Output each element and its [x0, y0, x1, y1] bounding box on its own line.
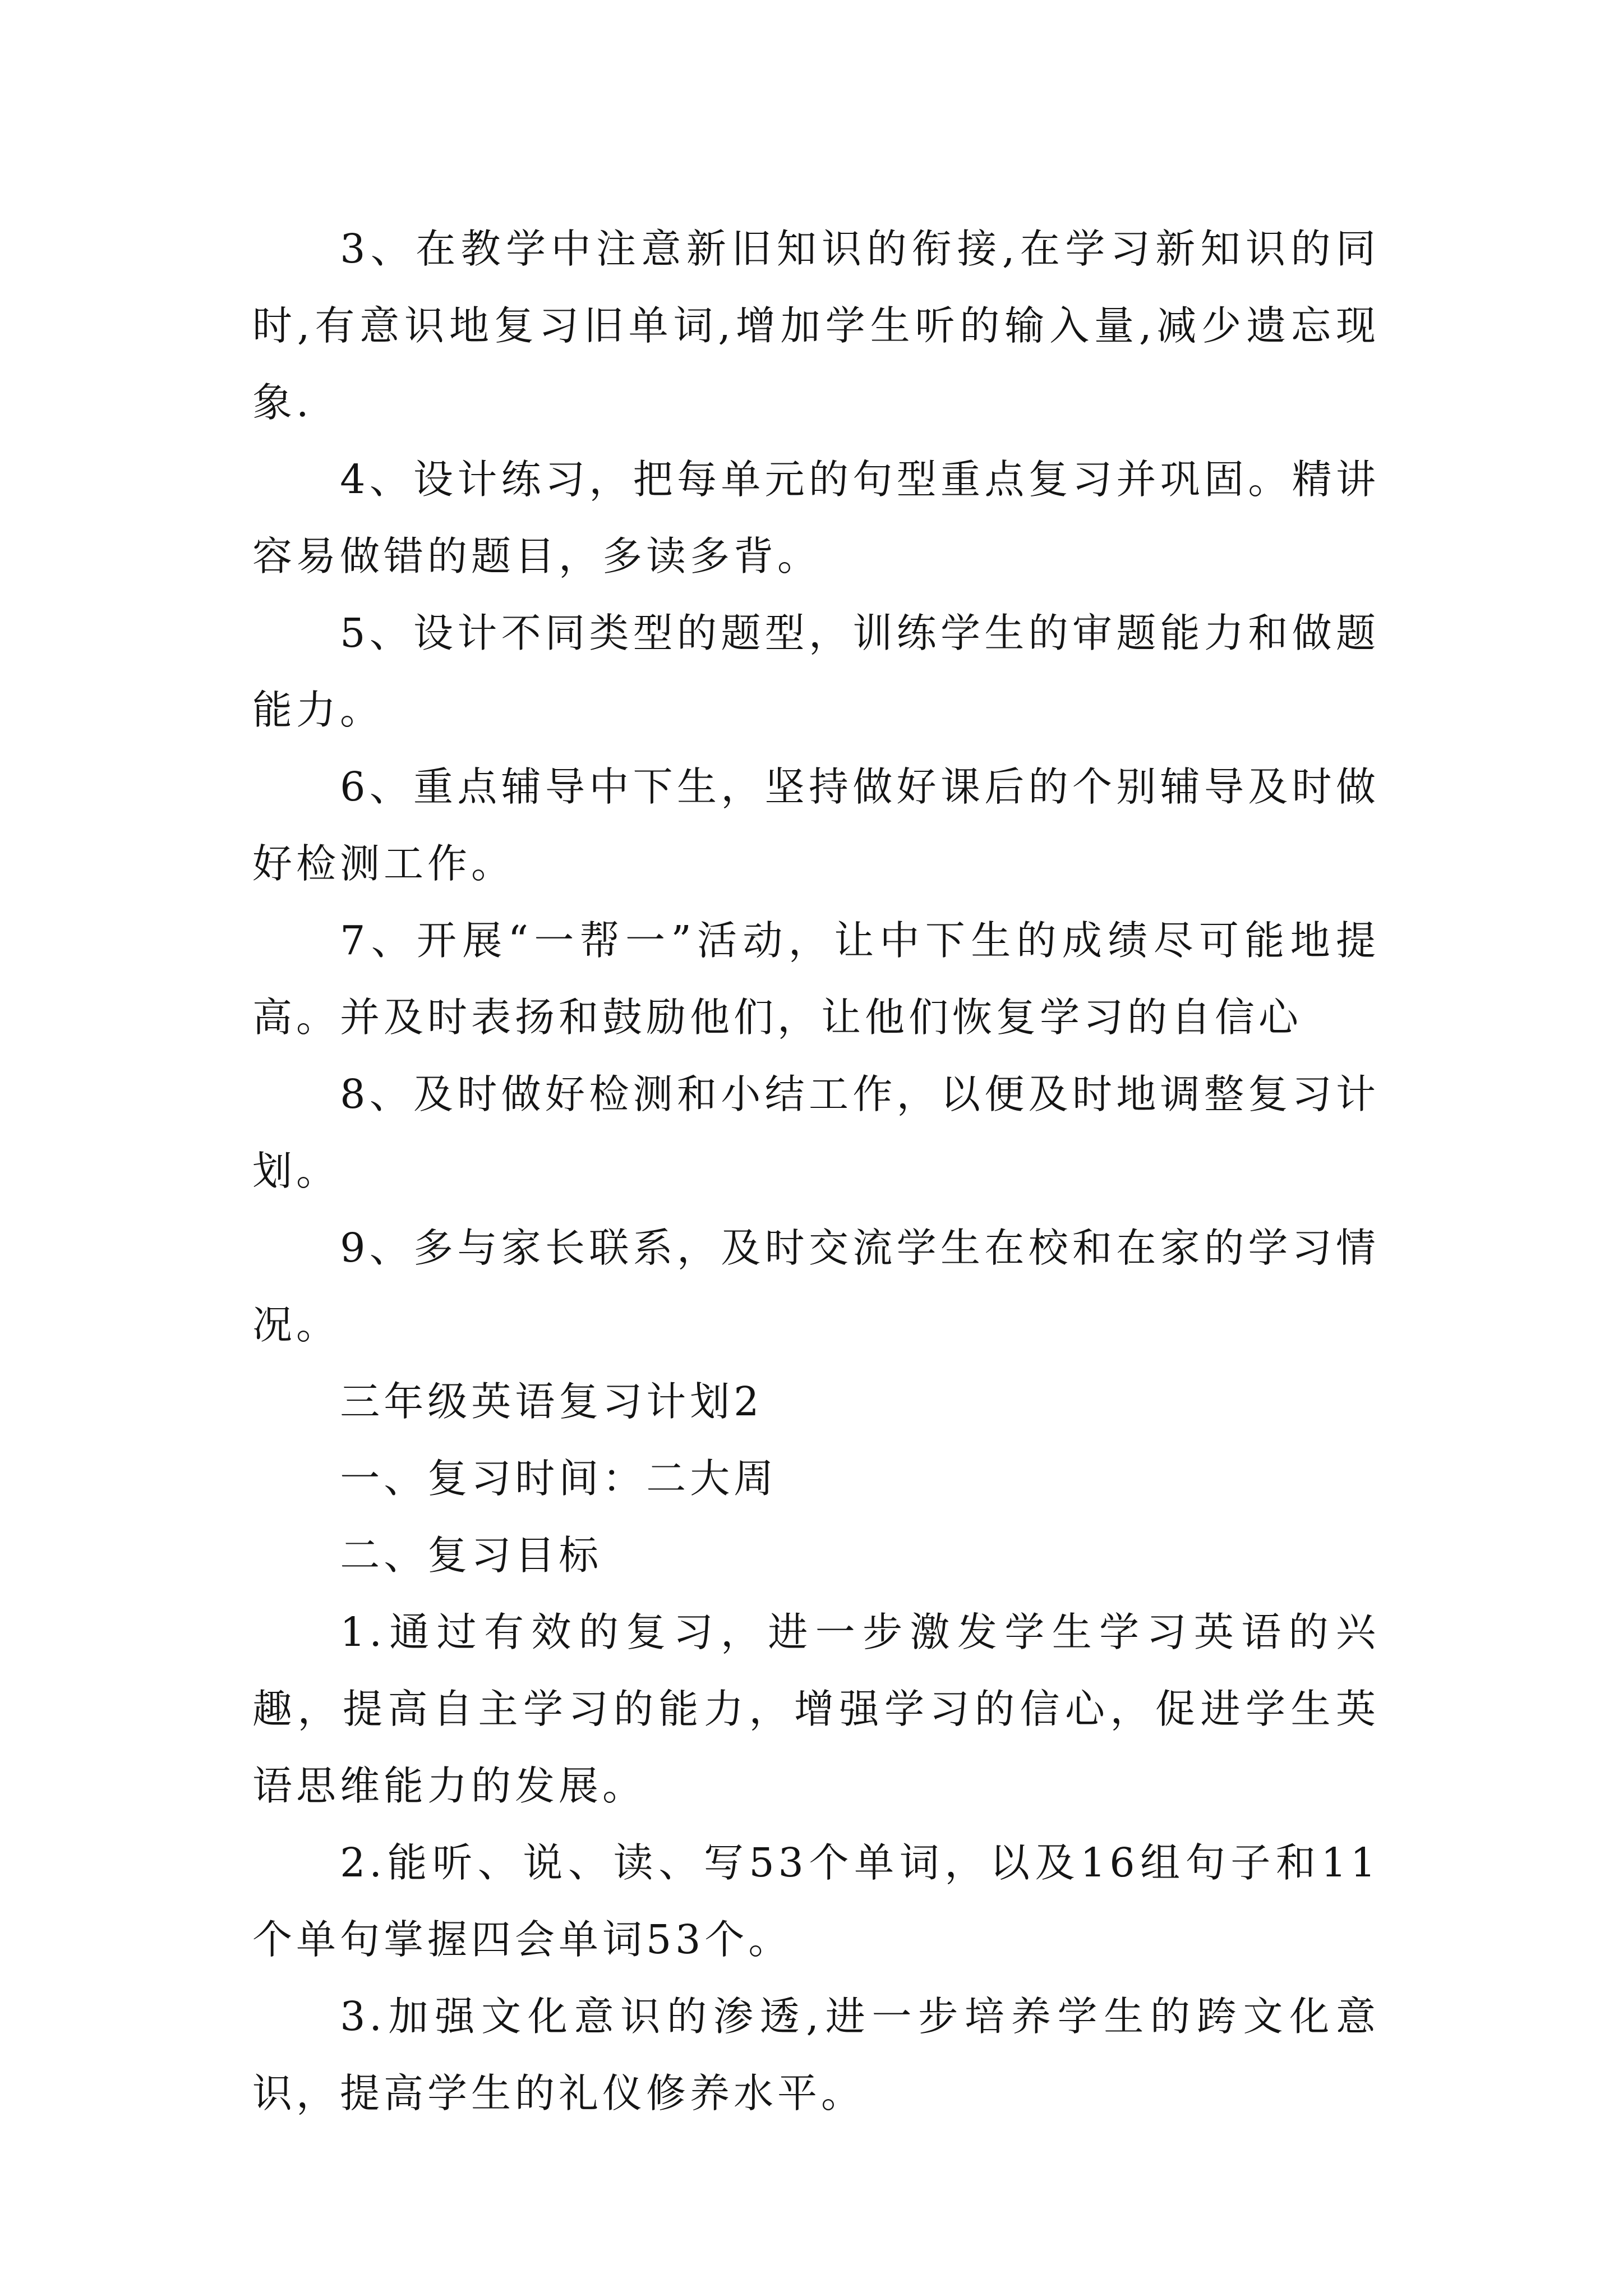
paragraph-item-3: 3、在教学中注意新旧知识的衔接,在学习新知识的同时,有意识地复习旧单词,增加学生听的输入量,减少遗忘现象.	[252, 226, 1380, 426]
document-body	[252, 210, 1380, 2132]
paragraph-item-8: 8、及时做好检测和小结工作，以便及时地调整复习计划。	[252, 1071, 1380, 1194]
goal-item-1: 1.通过有效的复习，进一步激发学生学习英语的兴趣，提高自主学习的能力，增强学习的信心，促进学生英语思维能力的发展。	[252, 1609, 1380, 1809]
review-time-heading: 一、复习时间：二大周	[340, 1455, 778, 1502]
paragraph-item-6: 6、重点辅导中下生，坚持做好课后的个别辅导及时做好检测工作。	[252, 763, 1380, 887]
goal-item-3: 3.加强文化意识的渗透,进一步培养学生的跨文化意识，提高学生的礼仪修养水平。	[252, 1993, 1380, 2116]
goal-item-2: 2.能听、说、读、写53个单词，以及16组句子和11个单句掌握四会单词53个。	[252, 1839, 1380, 1963]
review-goals-heading: 二、复习目标	[340, 1532, 603, 1579]
paragraph-item-4: 4、设计练习，把每单元的句型重点复习并巩固。精讲容易做错的题目，多读多背。	[252, 456, 1380, 579]
section-title: 三年级英语复习计划2	[340, 1378, 763, 1425]
paragraph-item-9: 9、多与家长联系，及时交流学生在校和在家的学习情况。	[252, 1225, 1380, 1348]
paragraph-item-7: 7、开展“一帮一”活动，让中下生的成绩尽可能地提高。并及时表扬和鼓励他们，让他们恢复学习的自信心	[252, 917, 1380, 1041]
paragraph-item-5: 5、设计不同类型的题型，训练学生的审题能力和做题能力。	[252, 610, 1380, 733]
